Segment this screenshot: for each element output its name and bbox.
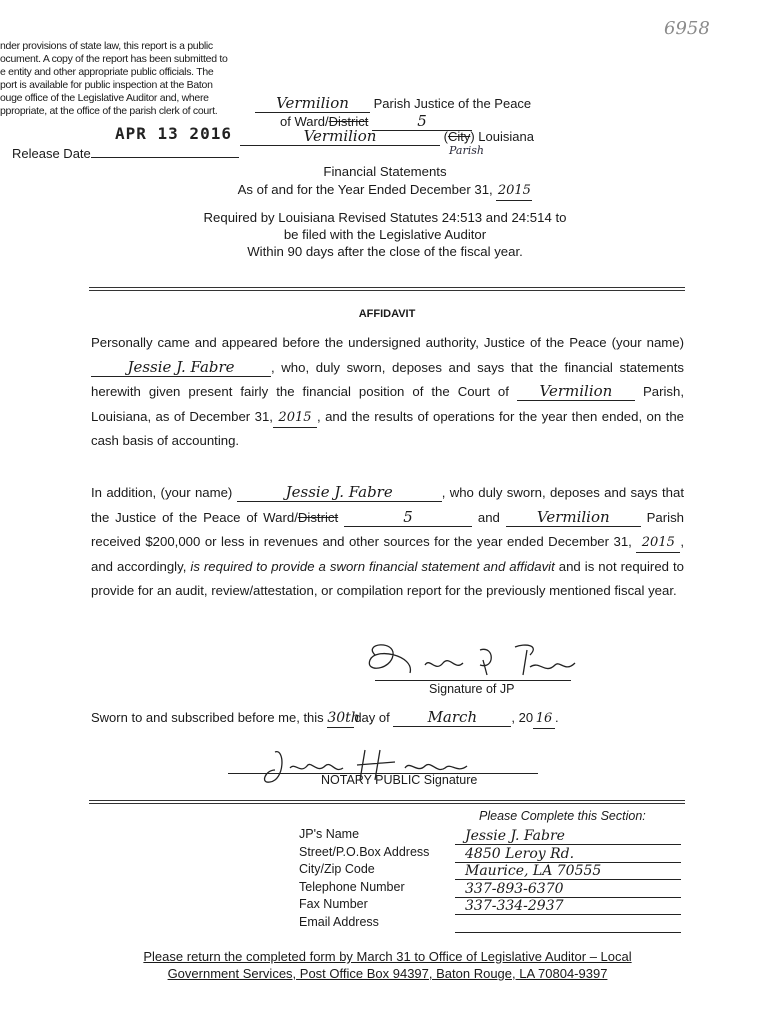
affidavit-paragraph-2 [91, 481, 684, 604]
telephone-value: 337-893-6370 [455, 881, 681, 898]
ward-strike: District [328, 114, 369, 129]
year-field-2: 2015 [636, 534, 680, 553]
parish-note: Parish [449, 144, 484, 157]
notice-line: ppropriate, at the office of the parish clerk of court. [0, 105, 218, 117]
jp-signature-line [375, 680, 571, 681]
ward-prefix: of Ward/ [280, 114, 329, 129]
p2-text: and [477, 509, 500, 525]
p2-text: and is not required to provide for an audit, review/attestation, or compilation report for the previously mentioned fiscal year. [91, 558, 684, 598]
city-strike: City [447, 129, 471, 144]
release-stamp: APR 13 2016 [115, 124, 232, 143]
ward-field: 5 [344, 508, 472, 527]
court-field: Vermilion [517, 382, 635, 401]
affidavit-heading: AFFIDAVIT [358, 308, 416, 320]
req-line: Within 90 days after the close of the fiscal year. [247, 244, 523, 259]
notice-line: port is available for public inspection at the Baton [0, 79, 213, 91]
title-block [190, 163, 580, 201]
sworn-prefix: Sworn to and subscribed before me, this [91, 710, 324, 725]
req-line: Required by Louisiana Revised Statutes 24:513 and 24:514 to [203, 210, 567, 225]
p1-text: , and the results of operations for the year then ended, on the cash basis of accounting. [91, 408, 684, 448]
parish-jp-line [255, 94, 531, 113]
telephone-label: Telephone Number [299, 879, 405, 894]
jp-name-field: Jessie J. Fabre [91, 358, 271, 377]
jp-signature-label: Signature of JP [429, 682, 515, 696]
jp-name-value: Jessie J. Fabre [455, 828, 681, 845]
jp-name-field-2: Jessie J. Fabre [237, 483, 442, 502]
sworn-dayof: day of [354, 710, 390, 725]
jp-signature [355, 635, 590, 685]
notary-label: NOTARY PUBLIC Signature [321, 773, 478, 787]
email-label: Email Address [299, 914, 379, 929]
email-value [455, 916, 681, 933]
footer-line: Please return the completed form by March 31 to Office of Legislative Auditor – Local [143, 949, 632, 964]
city-zip-label: City/Zip Code [299, 862, 375, 876]
notice-line: ocument. A copy of the report has been submitted to [0, 53, 228, 65]
parish-jp-label: Parish Justice of the Peace [373, 96, 532, 111]
sworn-year: 16 [533, 710, 555, 729]
fax-value: 337-334-2937 [455, 898, 681, 915]
notice-line: ouge office of the Legislative Auditor and, where [0, 92, 209, 104]
city-line: Vermilion (City) Louisiana [240, 127, 534, 146]
footer-instructions [95, 948, 680, 982]
p1-text: Parish, Louisiana, as of December 31, [91, 384, 684, 424]
p2-text: , and accordingly, [91, 534, 684, 574]
year-field: 2015 [273, 409, 317, 428]
footer-line: Government Services, Post Office Box 94397, Baton Rouge, LA 70804-9397 [167, 966, 608, 981]
notice-line: e entity and other appropriate public officials. The [0, 66, 214, 78]
p1-text: Personally came and appeared before the undersigned authority, Justice of the Peace (your name) [91, 335, 684, 350]
sworn-month: March [393, 708, 511, 727]
fs-title: Financial Statements [323, 164, 447, 179]
info-section [0, 826, 770, 936]
affidavit-paragraph-1 [91, 331, 684, 454]
p1-text: , who, duly sworn, deposes and says that the financial statements herewith given present fairly the financial position of the Court of [91, 359, 684, 399]
period-year: 2015 [496, 182, 532, 201]
p2-text: In addition, (your name) [91, 485, 233, 500]
city-value: Vermilion [240, 127, 440, 146]
sworn-day: 30th [327, 710, 360, 726]
notice-line: nder provisions of state law, this report is a public [0, 40, 213, 52]
release-date-field [91, 143, 239, 158]
divider [89, 800, 685, 804]
release-date-line [12, 143, 239, 161]
address-value: 4850 Leroy Rd. [455, 846, 681, 863]
period-prefix: As of and for the Year Ended December 31, [237, 182, 493, 197]
sworn-line: Sworn to and subscribed before me, this 30thday of March , 20 16 . [91, 708, 559, 729]
requirement-block [175, 209, 595, 260]
p2-text: Parish received $200,000 or less in revenues and other sources for the year ended December 31, [91, 509, 685, 549]
jp-name-label: JP's Name [299, 827, 360, 841]
p2-text: , who duly sworn, deposes and says that the Justice of the Peace of Ward/ [91, 485, 684, 525]
parish-handwritten: Vermilion [255, 94, 370, 113]
fax-label: Fax Number [299, 897, 368, 911]
period-line [190, 181, 580, 201]
public-notice [0, 40, 270, 118]
req-line: be filed with the Legislative Auditor [283, 227, 487, 242]
district-strike: District [297, 509, 339, 525]
ward-value: 5 [372, 112, 472, 131]
louisiana-label: Louisiana [478, 129, 534, 144]
parish-field: Vermilion [506, 508, 641, 527]
divider [89, 287, 685, 291]
corner-note: 6958 [664, 18, 710, 39]
p2-italic: is required to provide a sworn financial statement and affidavit [190, 558, 555, 574]
city-zip-value: Maurice, LA 70555 [455, 863, 681, 880]
address-label: Street/P.O.Box Address [299, 844, 430, 859]
info-heading: Please Complete this Section: [479, 809, 646, 823]
sworn-year-prefix: , 20 [511, 710, 534, 725]
release-date-label: Release Date [12, 146, 91, 161]
